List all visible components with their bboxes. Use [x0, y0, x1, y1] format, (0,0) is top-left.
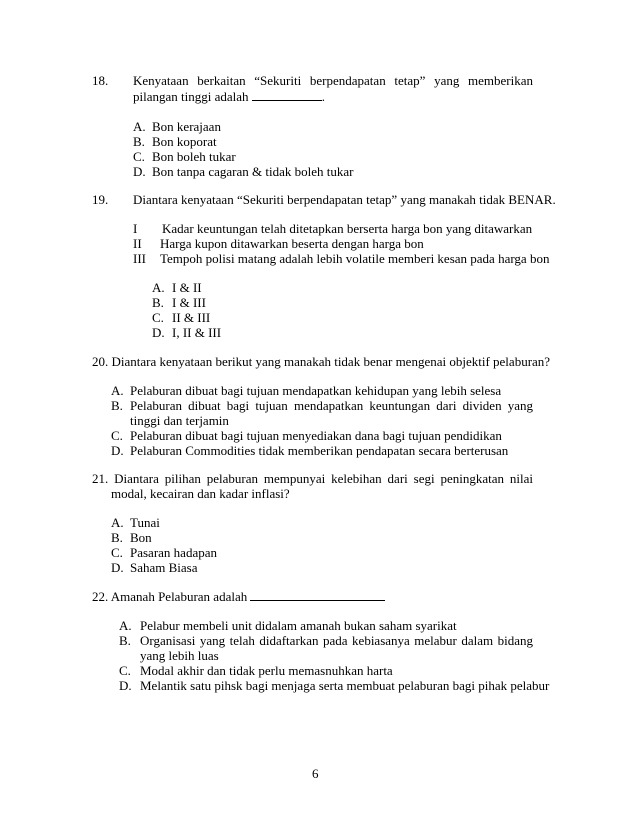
option-letter: B.	[133, 134, 145, 149]
option-text: Bon	[130, 530, 152, 545]
option-text: Saham Biasa	[130, 560, 198, 575]
option-letter: C.	[111, 428, 123, 443]
statement-text: Kadar keuntungan telah ditetapkan berserta harga bon yang ditawarkan	[162, 221, 533, 236]
question-text: Diantara kenyataan “Sekuriti berpendapatan tetap” yang manakah tidak BENAR.	[133, 192, 556, 207]
option-letter: A.	[119, 618, 132, 633]
question-text-line	[92, 589, 385, 605]
option-letter: C.	[111, 545, 123, 560]
option-text: Modal akhir dan tidak perlu memasnuhkan harta	[140, 663, 393, 678]
option-text: Pasaran hadapan	[130, 545, 217, 560]
question-text-line: Kenyataan berkaitan “Sekuriti berpendapatan tetap” yang memberikan	[133, 73, 533, 88]
question-text-line	[133, 89, 325, 105]
option-text-continued: yang lebih luas	[140, 648, 219, 663]
option-letter: C.	[133, 149, 145, 164]
option-letter: D.	[152, 325, 165, 340]
question-number: 19.	[92, 192, 109, 207]
option-letter: D.	[111, 560, 124, 575]
option-letter: B.	[119, 633, 131, 648]
option-text: Melantik satu pihsk bagi menjaga serta membuat pelaburan bagi pihak pelabur	[140, 678, 550, 693]
question-number: 18.	[92, 73, 109, 88]
page-number: 6	[312, 766, 319, 781]
question-text-end: .	[321, 89, 326, 104]
option-text: I & III	[172, 295, 206, 310]
question-text: pilangan tinggi adalah	[133, 89, 249, 104]
option-letter: C.	[152, 310, 164, 325]
question-text: 22. Amanah Pelaburan adalah	[92, 589, 248, 604]
option-text: Pelaburan dibuat bagi tujuan mendapatkan keuntungan dari dividen yang	[130, 398, 533, 413]
question-text-line: 21. Diantara pilihan pelaburan mempunyai kelebihan dari segi peningkatan nilai	[92, 471, 533, 486]
statement-numeral: III	[133, 251, 146, 266]
statement-numeral: II	[133, 236, 142, 251]
option-text: Tunai	[130, 515, 160, 530]
option-text: Bon koporat	[152, 134, 217, 149]
question-text: 20. Diantara kenyataan berikut yang manakah tidak benar mengenai objektif pelaburan?	[92, 354, 551, 369]
question-text-line: modal, kecairan dan kadar inflasi?	[111, 486, 290, 501]
answer-blank	[250, 589, 385, 601]
option-letter: C.	[119, 663, 131, 678]
option-text: Pelaburan dibuat bagi tujuan mendapatkan kehidupan yang lebih selesa	[130, 383, 502, 398]
option-text: Bon kerajaan	[152, 119, 221, 134]
option-letter: D.	[133, 164, 146, 179]
option-letter: D.	[119, 678, 132, 693]
answer-blank	[252, 89, 322, 101]
option-text: Bon boleh tukar	[152, 149, 236, 164]
option-letter: B.	[152, 295, 164, 310]
option-letter: A.	[111, 383, 124, 398]
option-text: II & III	[172, 310, 211, 325]
statement-text: Harga kupon ditawarkan beserta dengan harga bon	[160, 236, 424, 251]
option-letter: A.	[133, 119, 146, 134]
option-text: Pelabur membeli unit didalam amanah bukan saham syarikat	[140, 618, 457, 633]
statement-numeral: I	[133, 221, 138, 236]
option-letter: A.	[152, 280, 165, 295]
statement-text: Tempoh polisi matang adalah lebih volatile memberi kesan pada harga bon	[160, 251, 550, 266]
option-letter: B.	[111, 398, 123, 413]
option-text: Pelaburan Commodities tidak memberikan pendapatan secara berterusan	[130, 443, 509, 458]
option-text: I & II	[172, 280, 202, 295]
option-letter: A.	[111, 515, 124, 530]
option-text-continued: tinggi dan terjamin	[130, 413, 229, 428]
option-text: Pelaburan dibuat bagi tujuan menyediakan dana bagi tujuan pendidikan	[130, 428, 502, 443]
option-text: I, II & III	[172, 325, 222, 340]
option-text: Bon tanpa cagaran & tidak boleh tukar	[152, 164, 354, 179]
option-letter: D.	[111, 443, 124, 458]
option-letter: B.	[111, 530, 123, 545]
option-text: Organisasi yang telah didaftarkan pada kebiasanya melabur dalam bidang	[140, 633, 533, 648]
